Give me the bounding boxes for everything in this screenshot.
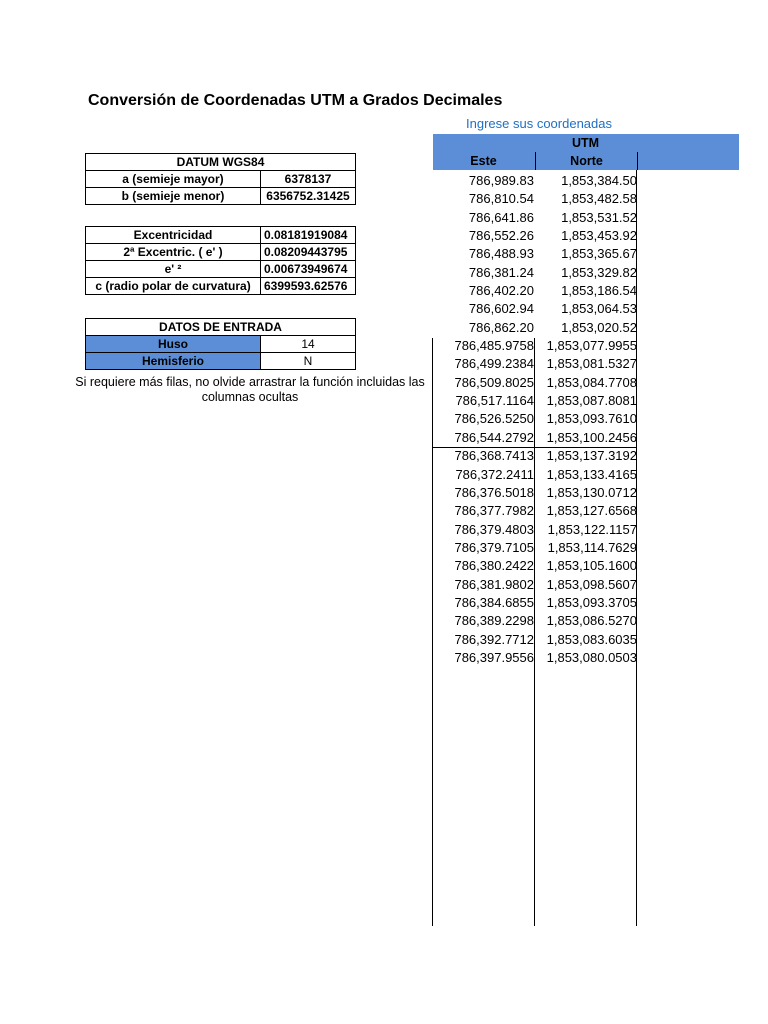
table-row <box>433 576 637 594</box>
este-cell[interactable]: 786,377.7982 <box>454 503 534 519</box>
norte-cell[interactable]: 1,853,122.1157 <box>547 521 637 537</box>
datum-header: DATUM WGS84 <box>86 154 356 171</box>
column-border <box>636 170 637 926</box>
table-row <box>433 172 637 190</box>
huso-input[interactable]: 14 <box>261 336 356 353</box>
este-cell[interactable]: 786,552.26 <box>468 228 534 244</box>
datum-label-a: a (semieje mayor) <box>86 171 261 188</box>
este-cell[interactable]: 786,380.2422 <box>454 558 534 574</box>
col-norte-header: Norte <box>570 154 603 168</box>
datum-table <box>85 153 356 205</box>
norte-cell[interactable]: 1,853,084.7708 <box>546 374 637 390</box>
este-cell[interactable]: 786,376.5018 <box>454 484 534 500</box>
este-cell[interactable]: 786,989.83 <box>468 173 534 188</box>
norte-cell[interactable]: 1,853,114.7629 <box>547 539 637 555</box>
norte-cell[interactable]: 1,853,105.1600 <box>546 558 637 574</box>
este-cell[interactable]: 786,517.1164 <box>455 393 534 409</box>
norte-cell[interactable]: 1,853,186.54 <box>561 283 637 299</box>
column-border <box>534 338 535 926</box>
table-row <box>433 337 637 355</box>
table-row <box>433 502 637 520</box>
este-cell[interactable]: 786,381.24 <box>468 264 534 280</box>
constant-label: 2ª Excentric. ( e' ) <box>86 244 261 261</box>
este-cell[interactable]: 786,372.2411 <box>455 466 534 482</box>
norte-cell[interactable]: 1,853,100.2456 <box>546 429 637 445</box>
instruction-note: Si requiere más filas, no olvide arrastrar la función incluidas las columnas ocultas <box>75 375 425 404</box>
este-cell[interactable]: 786,379.4803 <box>454 521 534 537</box>
constants-table <box>85 226 356 295</box>
norte-cell[interactable]: 1,853,453.92 <box>561 228 637 244</box>
norte-cell[interactable]: 1,853,020.52 <box>561 319 637 335</box>
table-row <box>433 631 637 649</box>
norte-cell[interactable]: 1,853,080.0503 <box>546 649 637 665</box>
datum-value-b[interactable]: 6356752.31425 <box>261 188 356 205</box>
table-row <box>433 319 637 337</box>
norte-cell[interactable]: 1,853,137.3192 <box>546 448 637 464</box>
norte-cell[interactable]: 1,853,384.50 <box>561 173 637 188</box>
table-row <box>433 190 637 208</box>
input-prompt: Ingrese sus coordenadas <box>466 116 612 131</box>
constant-label: Excentricidad <box>86 227 261 244</box>
norte-cell[interactable]: 1,853,064.53 <box>561 301 637 317</box>
table-row <box>433 209 637 227</box>
column-border <box>432 338 433 926</box>
norte-cell[interactable]: 1,853,087.8081 <box>546 393 637 409</box>
este-cell[interactable]: 786,379.7105 <box>454 539 534 555</box>
huso-label: Huso <box>86 336 261 353</box>
constant-label: e' ² <box>86 261 261 278</box>
este-cell[interactable]: 786,641.86 <box>468 209 534 225</box>
este-cell[interactable]: 786,397.9556 <box>454 649 534 665</box>
page-title: Conversión de Coordenadas UTM a Grados Decimales <box>88 92 503 109</box>
table-row <box>433 227 637 245</box>
table-row <box>433 521 637 539</box>
utm-header-bar <box>433 134 739 152</box>
utm-header: UTM <box>571 136 600 150</box>
utm-rows <box>433 172 637 667</box>
este-cell[interactable]: 786,862.20 <box>468 319 534 335</box>
table-row <box>433 410 637 428</box>
table-row <box>433 300 637 318</box>
constant-value[interactable]: 0.08181919084 <box>261 227 356 244</box>
header-divider <box>535 152 536 170</box>
table-row <box>433 429 637 447</box>
table-row <box>433 649 637 667</box>
norte-cell[interactable]: 1,853,098.5607 <box>546 576 637 592</box>
table-row <box>433 374 637 392</box>
constant-value[interactable]: 6399593.62576 <box>261 278 356 295</box>
datum-value-a[interactable]: 6378137 <box>261 171 356 188</box>
table-row <box>433 355 637 373</box>
este-cell[interactable]: 786,526.5250 <box>454 411 534 427</box>
norte-cell[interactable]: 1,853,127.6568 <box>546 503 637 519</box>
table-row <box>433 612 637 630</box>
norte-cell[interactable]: 1,853,086.5270 <box>546 613 637 629</box>
norte-cell[interactable]: 1,853,329.82 <box>561 264 637 280</box>
este-cell[interactable]: 786,602.94 <box>468 301 534 317</box>
table-row <box>433 264 637 282</box>
este-cell[interactable]: 786,381.9802 <box>454 576 534 592</box>
constant-value[interactable]: 0.08209443795 <box>261 244 356 261</box>
table-row <box>433 447 637 465</box>
entrada-table <box>85 318 356 370</box>
constant-value[interactable]: 0.00673949674 <box>261 261 356 278</box>
este-cell[interactable]: 786,485.9758 <box>454 338 534 354</box>
table-row <box>433 484 637 502</box>
datum-label-b: b (semieje menor) <box>86 188 261 205</box>
row-separator <box>433 447 637 448</box>
norte-cell[interactable]: 1,853,133.4165 <box>546 466 637 482</box>
norte-cell[interactable]: 1,853,482.58 <box>561 191 637 207</box>
norte-cell[interactable]: 1,853,093.3705 <box>546 594 637 610</box>
constant-label: c (radio polar de curvatura) <box>86 278 261 295</box>
col-este-header: Este <box>470 154 497 168</box>
este-cell[interactable]: 786,402.20 <box>468 283 534 299</box>
table-row <box>433 594 637 612</box>
norte-cell[interactable]: 1,853,077.9955 <box>546 338 637 354</box>
norte-cell[interactable]: 1,853,531.52 <box>561 209 637 225</box>
table-row <box>433 245 637 263</box>
header-divider <box>637 152 638 170</box>
norte-cell[interactable]: 1,853,081.5327 <box>546 356 637 372</box>
utm-subheader-bar <box>433 152 739 170</box>
table-row <box>433 392 637 410</box>
hemisferio-input[interactable]: N <box>261 353 356 370</box>
este-cell[interactable]: 786,368.7413 <box>454 448 534 464</box>
este-cell[interactable]: 786,389.2298 <box>454 613 534 629</box>
entrada-header: DATOS DE ENTRADA <box>86 319 356 336</box>
este-cell[interactable]: 786,488.93 <box>468 246 534 262</box>
hemisferio-label: Hemisferio <box>86 353 261 370</box>
norte-cell[interactable]: 1,853,093.7610 <box>546 411 637 427</box>
norte-cell[interactable]: 1,853,365.67 <box>561 246 637 262</box>
este-cell[interactable]: 786,384.6855 <box>454 594 534 610</box>
norte-cell[interactable]: 1,853,130.0712 <box>546 484 637 500</box>
este-cell[interactable]: 786,499.2384 <box>454 356 534 372</box>
norte-cell[interactable]: 1,853,083.6035 <box>546 631 637 647</box>
este-cell[interactable]: 786,544.2792 <box>454 429 534 445</box>
este-cell[interactable]: 786,509.8025 <box>454 374 534 390</box>
table-row <box>433 539 637 557</box>
table-row <box>433 557 637 575</box>
table-row <box>433 282 637 300</box>
table-row <box>433 466 637 484</box>
este-cell[interactable]: 786,392.7712 <box>454 631 534 647</box>
este-cell[interactable]: 786,810.54 <box>468 191 534 207</box>
